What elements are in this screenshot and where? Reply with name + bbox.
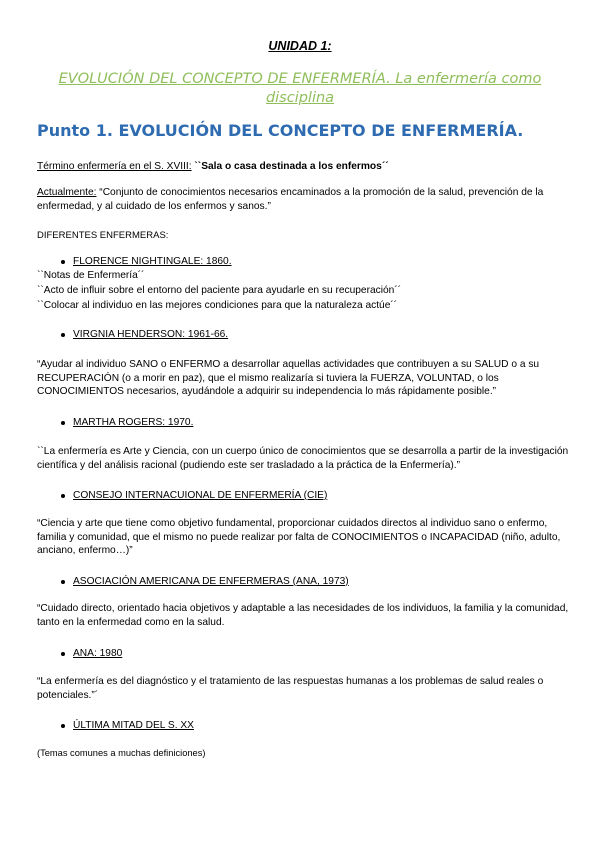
termino-text: ``Sala o casa destinada a los enfermos´´ [191,161,389,172]
ultima-title: ÚLTIMA MITAD DEL S. XX [73,720,194,731]
rogers-title: MARTHA ROGERS: 1970. [73,417,194,428]
rogers-text: ``La enfermería es Arte y Ciencia, con un cuerpo único de conocimientos que se desarrolla a partir de la investigación científica y del análisis racional (pudiendo este ser trasladado a la práctica de la Enfermería).” [37,446,569,471]
bullet-icon [61,421,65,425]
diferentes-label: DIFERENTES ENFERMERAS: [37,230,169,241]
bullet-icon [61,652,65,656]
ana-text: “La enfermería es del diagnóstico y el tratamiento de las respuestas humanas a los problemas de salud reales o potenciales.”´ [37,676,544,701]
bullet-icon [61,494,65,498]
nightingale-line-2: ``Acto de influir sobre el entorno del paciente para ayudarle en su recuperación´´ [37,285,402,296]
henderson-title: VIRGNIA HENDERSON: 1961-66. [73,329,229,340]
bullet-icon [61,580,65,584]
asociacion-title: ASOCIACIÓN AMERICANA DE ENFERMERAS (ANA, 1973) [73,576,349,587]
actualmente-label: Actualmente: [37,187,97,198]
actualmente-paragraph [37,186,569,213]
section-heading: Punto 1. EVOLUCIÓN DEL CONCEPTO DE ENFERMERÍA. [37,121,524,140]
actualmente-text: “Conjunto de conocimientos necesarios encaminados a la promoción de la salud, prevención de la enfermedad, y al cuidado de los enfermos y sanos.” [37,187,544,212]
bullet-icon [61,260,65,264]
nightingale-line-1: ``Notas de Enfermería´´ [37,270,145,281]
ana-title: ANA: 1980 [73,648,123,659]
cie-title: CONSEJO INTERNACUIONAL DE ENFERMERÍA (CIE) [73,490,328,501]
ultima-note: (Temas comunes a muchas definiciones) [37,748,206,758]
chapter-subtitle: EVOLUCIÓN DEL CONCEPTO DE ENFERMERÍA. La enfermería como disciplina [58,71,542,106]
nightingale-title: FLORENCE NIGHTINGALE: 1860. [73,256,232,267]
termino-label: Término enfermería en el S. XVIII: [37,161,192,172]
henderson-text: “Ayudar al individuo SANO o ENFERMO a desarrollar aquellas actividades que contribuyen a su SALUD o a su RECUPERACIÓN (o a morir en paz), que el mismo realizaría si tuviera la FUERZA, VOLUNTAD, o los CONOCIMIENTOS necesarios, ayudándole a adquirir su independencia lo más rápidamente posible.” [37,359,540,397]
unit-title: UNIDAD 1: [268,39,332,53]
cie-text: “Ciencia y arte que tiene como objetivo fundamental, proporcionar cuidados directos al individuo sano o enfermo, familia y comunidad, que el mismo no puede realizar por falta de CONOCIMIENTOS o INCAPACIDAD (niño, adulto, anciano, enfermo…)” [37,518,561,556]
termino-line [37,160,389,174]
bullet-icon [61,724,65,728]
nightingale-line-3: ``Colocar al individuo en las mejores condiciones para que la naturaleza actúe´´ [37,300,398,311]
asociacion-text: “Cuidado directo, orientado hacia objetivos y adaptable a las necesidades de los individuos, la familia y la comunidad, tanto en la enfermedad como en la salud. [37,603,569,628]
bullet-icon [61,333,65,337]
